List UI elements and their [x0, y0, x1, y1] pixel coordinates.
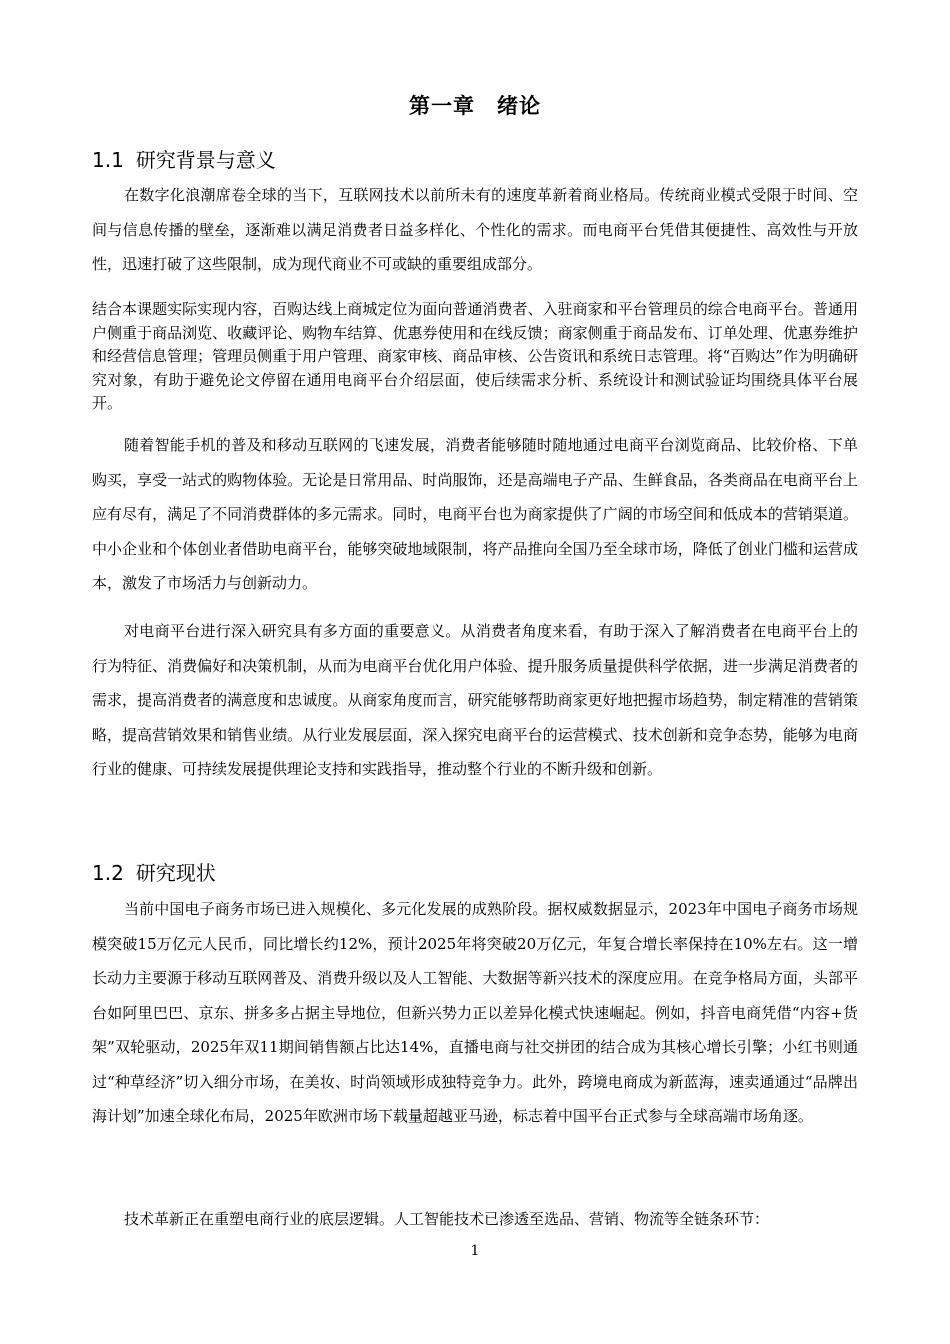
section-title: 研究现状 [135, 861, 216, 885]
paragraph: 结合本课题实际实现内容，百购达线上商城定位为面向普通消费者、入驻商家和平台管理员的综合电商平台。普通用户侧重于商品浏览、收藏评论、购物车结算、优惠券使用和在线反馈；商家侧重于商品发布、订单处理、优惠券维护和经营信息管理；管理员侧重于用户管理、商家审核、商品审核、公告资讯和系统日志管理。将“百购达”作为明确研究对象，有助于避免论文停留在通用电商平台介绍层面，使后续需求分析、系统设计和测试验证均围绕具体平台展开。 [92, 300, 858, 412]
page-number: 1 [470, 1243, 480, 1259]
paragraph: 随着智能手机的普及和移动互联网的飞速发展，消费者能够随时随地通过电商平台浏览商品、比较价格、下单购买，享受一站式的购物体验。无论是日常用品、时尚服饰，还是高端电子产品、生鲜食品，各类商品在电商平台上应有尽有，满足了不同消费群体的多元需求。同时，电商平台也为商家提供了广阔的市场空间和低成本的营销渠道。中小企业和个体创业者借助电商平台，能够突破地域限制，将产品推向全国乃至全球市场，降低了创业门槛和运营成本，激发了市场活力与创新动力。 [92, 436, 858, 592]
paragraph: 当前中国电子商务市场已进入规模化、多元化发展的成熟阶段。据权威数据显示，2023年中国电子商务市场规模突破15万亿元人民币，同比增长约12%，预计2025年将突破20万亿元，年复合增长率保持在10%左右。这一增长动力主要源于移动互联网普及、消费升级以及人工智能、大数据等新兴技术的深度应用。在竞争格局方面，头部平台如阿里巴巴、京东、拼多多占据主导地位，但新兴势力正以差异化模式快速崛起。例如，抖音电商凭借“内容+货架”双轮驱动，2025年双11期间销售额占比达14%，直播电商与社交拼团的结合成为其核心增长引擎；小红书则通过“种草经济”切入细分市场，在美妆、时尚领域形成独特竞争力。此外，跨境电商成为新蓝海，速卖通通过“品牌出海计划”加速全球化布局，2025年欧洲市场下载量超越亚马逊，标志着中国平台正式参与全球高端市场角逐。 [92, 900, 858, 1125]
section-number: 1.1 [92, 148, 124, 172]
paragraph: 对电商平台进行深入研究具有多方面的重要意义。从消费者角度来看，有助于深入了解消费者在电商平台上的行为特征、消费偏好和决策机制，从而为电商平台优化用户体验、提升服务质量提供科学依据，进一步满足消费者的需求，提高消费者的满意度和忠诚度。从商家角度而言，研究能够帮助商家更好地把握市场趋势，制定精准的营销策略，提高营销效果和销售业绩。从行业发展层面，深入探究电商平台的运营模式、技术创新和竞争态势，能够为电商行业的健康、可持续发展提供理论支持和实践指导，推动整个行业的不断升级和创新。 [92, 622, 858, 778]
section-heading-1-2 [92, 857, 216, 886]
chapter-title: 第一章 绪论 [409, 94, 541, 118]
paragraph: 在数字化浪潮席卷全球的当下，互联网技术以前所未有的速度革新着商业格局。传统商业模式受限于时间、空间与信息传播的壁垒，逐渐难以满足消费者日益多样化、个性化的需求。而电商平台凭借其便捷性、高效性与开放性，迅速打破了这些限制，成为现代商业不可或缺的重要组成部分。 [92, 186, 858, 273]
section-title: 研究背景与意义 [135, 148, 276, 172]
section-heading-1-1 [92, 144, 276, 173]
section-number: 1.2 [92, 861, 124, 885]
paragraph: 技术革新正在重塑电商行业的底层逻辑。人工智能技术已渗透至选品、营销、物流等全链条环节： [124, 1210, 770, 1228]
